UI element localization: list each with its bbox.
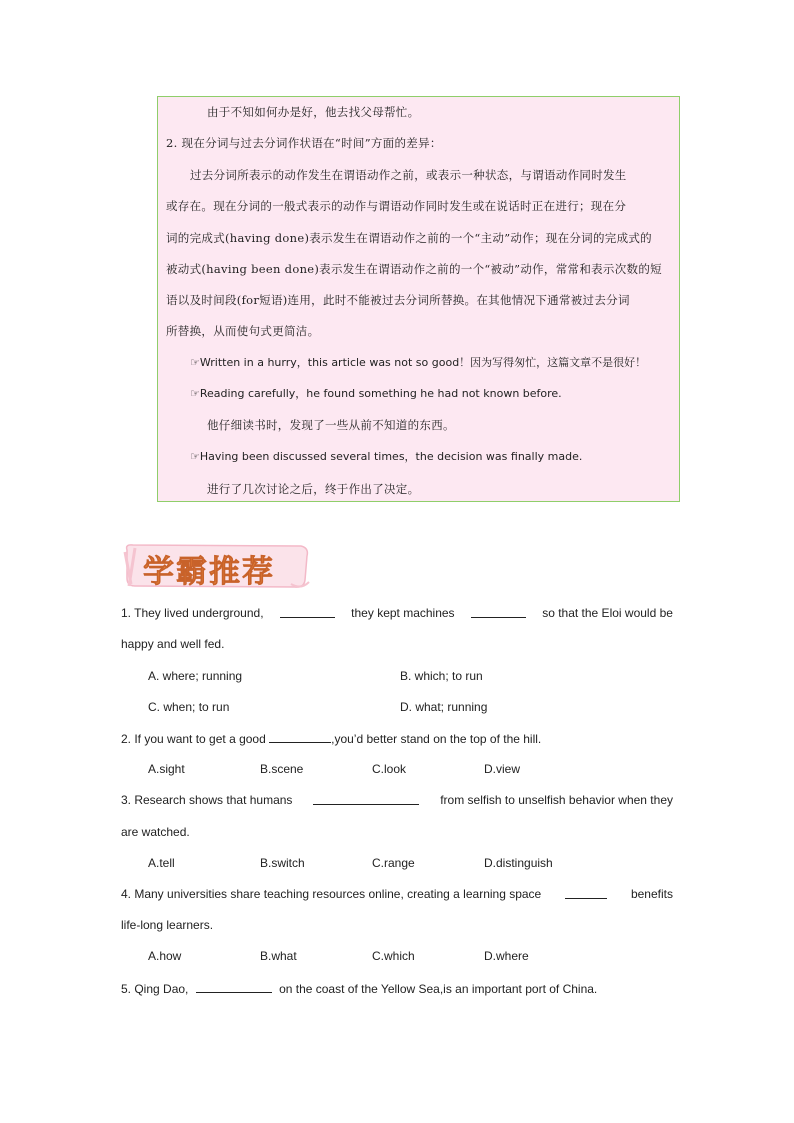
question-text: so that the Eloi would be (542, 606, 673, 620)
option-b: B.scene (260, 762, 304, 776)
question-5 (121, 980, 597, 997)
question-text: 2. If you want to get a good (121, 732, 266, 746)
question-text: on the coast of the Yellow Sea,is an important port of China. (279, 982, 598, 996)
option-a: A.how (148, 949, 182, 963)
note-para-line: 过去分词所表示的动作发生在谓语动作之前，或表示一种状态，与谓语动作同时发生 (190, 168, 627, 182)
option-c: C.which (372, 949, 415, 963)
option-a: A.sight (148, 762, 185, 776)
question-text: 3. Research shows that humans (121, 793, 293, 807)
option-b: B.what (260, 949, 297, 963)
answer-blank (269, 730, 331, 743)
option-d: D.view (484, 762, 521, 776)
question-text: 1. They lived underground, (121, 606, 264, 620)
note-example-3: ☞Having been discussed several times，the decision was finally made. (190, 450, 583, 463)
note-example-3-translation: 进行了几次讨论之后，终于作出了决定。 (207, 482, 420, 496)
option-a: A.tell (148, 856, 175, 870)
option-c: C.range (372, 856, 415, 870)
note-example-1: ☞Written in a hurry，this article was not so good！因为写得匆忙，这篇文章不是很好！ (190, 356, 647, 369)
note-para-line: 词的完成式(having done)表示发生在谓语动作之前的一个“主动”动作；现在分词的完成式的 (166, 231, 652, 245)
option-d: D. what; running (400, 700, 488, 714)
option-d: D.where (484, 949, 529, 963)
note-para-line: 被动式(having been done)表示发生在谓语动作之前的一个“被动”动作，常常和表示次数的短 (166, 262, 662, 276)
question-text: benefits (630, 887, 673, 901)
note-heading: 2. 现在分词与过去分词作状语在“时间”方面的差异： (166, 136, 442, 150)
question-1-line-2: happy and well fed. (121, 637, 225, 651)
answer-blank (565, 886, 607, 899)
question-text: from selfish to unselfish behavior when they (440, 793, 673, 807)
section-banner (121, 540, 311, 592)
answer-blank (471, 605, 526, 618)
option-d: D.distinguish (484, 856, 553, 870)
question-4-line-1 (121, 886, 673, 902)
banner-title: 学霸推荐 (143, 554, 275, 590)
question-4-line-2: life-long learners. (121, 918, 214, 932)
question-text: ,you’d better stand on the top of the hill. (331, 732, 542, 746)
note-example-2: ☞Reading carefully，he found something he had not known before. (190, 387, 562, 400)
option-b: B.switch (260, 856, 305, 870)
note-example-2-translation: 他仔细读书时，发现了一些从前不知道的东西。 (207, 418, 455, 432)
note-para-line: 所替换，从而使句式更简洁。 (166, 324, 320, 338)
answer-blank (196, 980, 272, 993)
question-text: 5. Qing Dao, (121, 982, 189, 996)
option-b: B. which; to run (400, 669, 483, 683)
question-text: they kept machines (351, 606, 455, 620)
question-1-line-1 (121, 605, 673, 621)
note-para-line: 语以及时间段(for短语)连用，此时不能被过去分词所替换。在其他情况下通常被过去分词 (166, 293, 630, 307)
option-c: C. when; to run (148, 700, 230, 714)
question-3-line-1 (121, 792, 673, 808)
note-para-line: 或存在。现在分词的一般式表示的动作与谓语动作同时发生或在说话时正在进行；现在分 (166, 199, 627, 213)
answer-blank (313, 792, 419, 805)
note-line-translation: 由于不知如何办是好，他去找父母帮忙。 (207, 105, 420, 119)
question-text: 4. Many universities share teaching resources online, creating a learning space (121, 887, 542, 901)
question-2 (121, 730, 541, 747)
option-c: C.look (372, 762, 407, 776)
option-a: A. where; running (148, 669, 243, 683)
question-3-line-2: are watched. (121, 825, 190, 839)
answer-blank (280, 605, 335, 618)
